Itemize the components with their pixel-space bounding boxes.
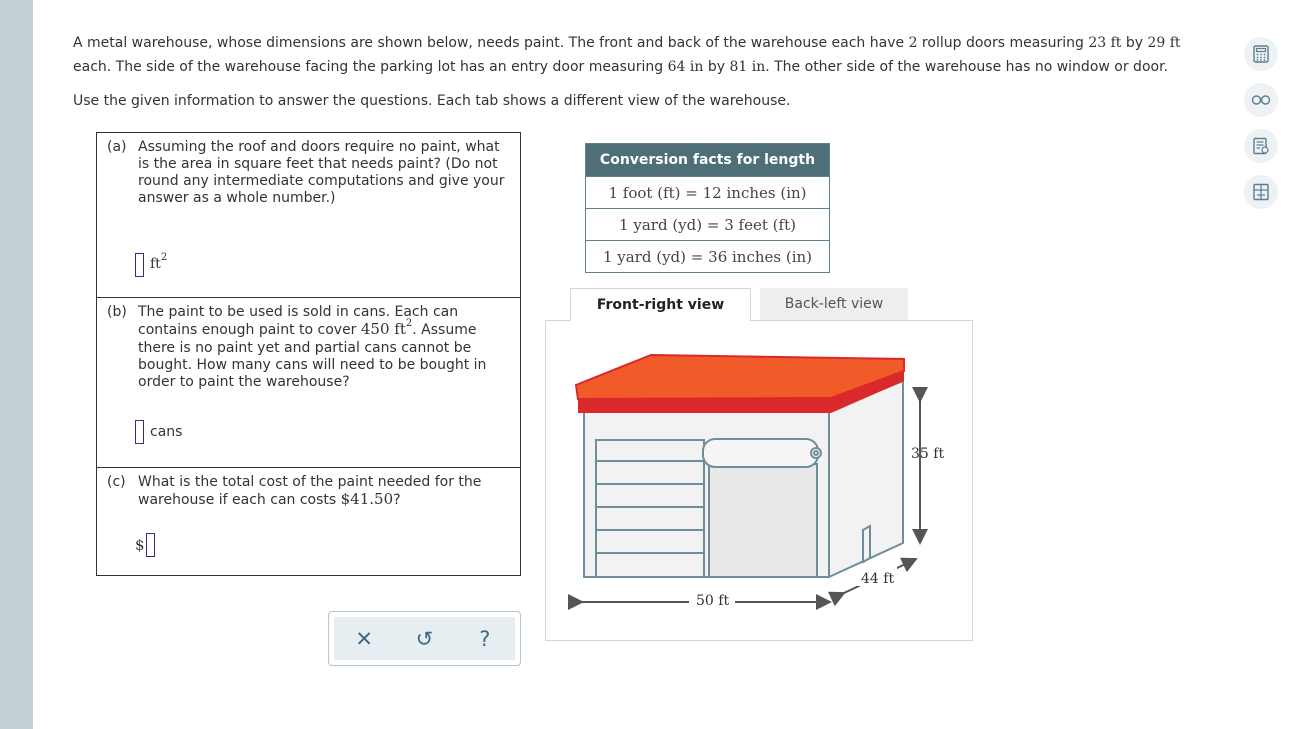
left-rail — [0, 0, 33, 729]
notes-button[interactable] — [1244, 129, 1278, 163]
answer-b-row — [135, 420, 182, 444]
height-label: 35 ft — [911, 446, 945, 462]
intro-paragraph: A metal warehouse, whose dimensions are shown below, needs paint. The front and back of the warehouse each have 2 rollup doors measuring 23 ft by 29 ft each. The side of the warehouse facing the parking lot has an entry door measuring 64 in by 81 in. The other side of the warehouse has no window or door. — [73, 35, 1181, 75]
conversion-cell: 1 yard (yd) = 3 feet (ft) — [586, 209, 830, 241]
clear-button[interactable]: ✕ — [355, 626, 373, 651]
periodic-table-icon — [1252, 183, 1270, 201]
tab-front-right-view[interactable]: Front-right view — [570, 288, 751, 321]
calculator-icon — [1252, 45, 1270, 63]
tab-back-left-view[interactable]: Back-left view — [760, 288, 908, 320]
conversion-title: Conversion facts for length — [586, 144, 830, 177]
problem-statement — [73, 31, 1213, 113]
warehouse-diagram-panel — [545, 320, 973, 641]
conversion-table — [585, 143, 830, 273]
conversion-cell: 1 yard (yd) = 36 inches (in) — [586, 241, 830, 273]
conversion-row — [586, 209, 830, 241]
question-b — [97, 298, 520, 468]
rollup-width: 23 ft — [1088, 35, 1122, 51]
depth-label: 44 ft — [861, 571, 895, 587]
answer-c-input[interactable] — [146, 533, 155, 557]
entry-height: 81 in — [729, 59, 766, 75]
question-box — [96, 132, 521, 576]
warehouse-diagram — [546, 321, 974, 642]
instruction: Use the given information to answer the questions. Each tab shows a different view of the warehouse. — [73, 93, 791, 109]
help-button[interactable]: ? — [479, 626, 491, 651]
answer-a-unit: $ft^2$ — [150, 252, 168, 272]
calculator-button[interactable] — [1244, 37, 1278, 71]
notes-icon — [1252, 137, 1270, 155]
rollup-door-right — [703, 439, 821, 577]
question-c-letter: (c) — [107, 474, 126, 490]
conversion-row — [586, 241, 830, 273]
answer-c-row — [135, 533, 155, 557]
question-a-text: Assuming the roof and doors require no paint, what is the area in square feet that needs paint? (Do not round any intermediate computations and give your answer as a whole number.) — [138, 139, 505, 206]
entry-door — [863, 526, 870, 562]
periodic-table-button[interactable] — [1244, 175, 1278, 209]
rollup-height: 29 ft — [1147, 35, 1181, 51]
glasses-button[interactable] — [1244, 83, 1278, 117]
question-b-letter: (b) — [107, 304, 127, 320]
door-count: 2 — [908, 35, 918, 51]
question-c — [97, 468, 520, 575]
glasses-icon — [1251, 94, 1271, 106]
answer-a-row — [135, 253, 167, 277]
question-c-text: What is the total cost of the paint needed for the warehouse if each can costs $41.50? — [138, 474, 482, 508]
answer-c-prefix: $ — [135, 535, 145, 554]
answer-actions — [328, 611, 521, 666]
width-label: 50 ft — [696, 593, 730, 609]
rollup-door-left — [596, 440, 704, 577]
coverage-value: 450 $ft^2$ — [360, 318, 413, 338]
entry-width: 64 in — [667, 59, 704, 75]
answer-actions-bar — [334, 617, 515, 660]
can-price: $41.50 — [340, 490, 394, 508]
conversion-cell: 1 foot (ft) = 12 inches (in) — [586, 177, 830, 209]
undo-button[interactable]: ↺ — [415, 626, 434, 651]
conversion-row — [586, 177, 830, 209]
answer-b-unit: cans — [150, 423, 183, 440]
question-b-text: The paint to be used is sold in cans. Each can contains enough paint to cover 450 $ft^2$. Assume there is no paint yet and partial cans cannot be bought. How many cans will need to be bought in order to paint the warehouse? — [138, 304, 487, 390]
answer-a-input[interactable] — [135, 253, 144, 277]
question-a — [97, 133, 520, 298]
question-a-letter: (a) — [107, 139, 127, 155]
answer-b-input[interactable] — [135, 420, 144, 444]
